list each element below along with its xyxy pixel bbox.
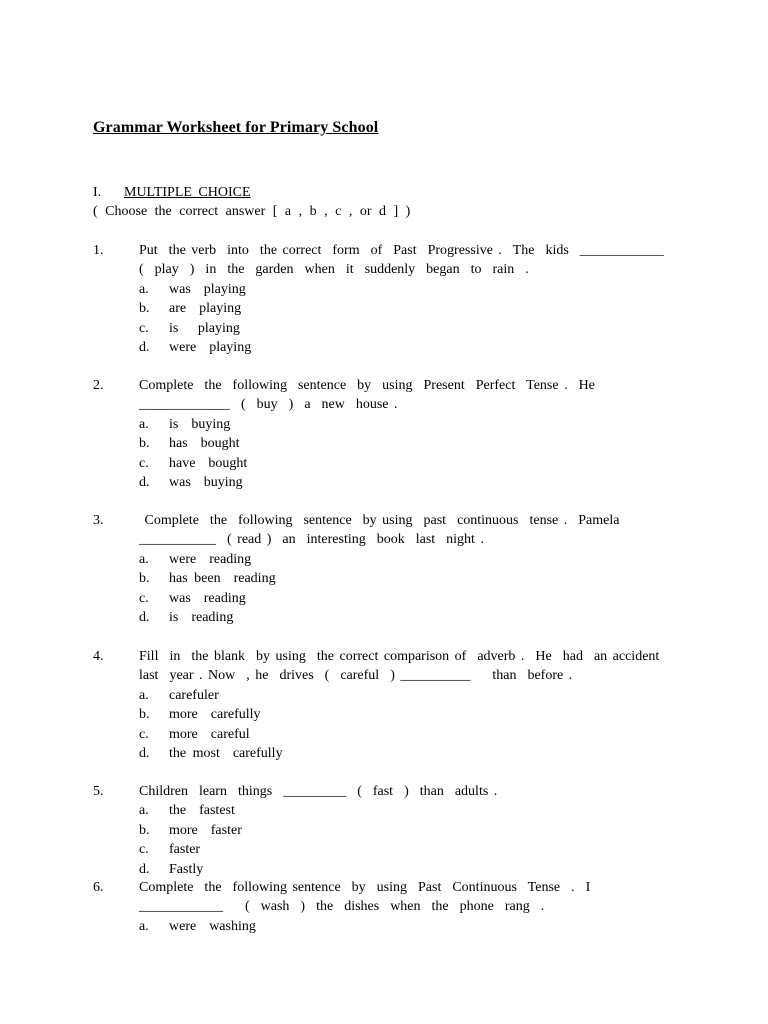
answer-option	[139, 282, 246, 298]
option-text: faster	[169, 842, 201, 858]
option-text: is playing	[169, 320, 240, 336]
answer-option	[139, 340, 251, 356]
answer-option	[139, 688, 219, 704]
option-text: more faster	[169, 822, 242, 838]
option-text: the most carefully	[169, 746, 283, 761]
option-letter: c.	[139, 455, 149, 471]
option-text: have bought	[169, 455, 248, 471]
question-text-line: Complete the following sentence by using Past Continuous Tense . I	[139, 880, 591, 895]
answer-option	[139, 321, 240, 337]
question-number: 6.	[93, 880, 104, 895]
question-number: 1.	[93, 243, 104, 258]
option-letter: c.	[139, 320, 149, 336]
option-letter: a.	[139, 551, 149, 567]
option-letter: b.	[139, 822, 150, 838]
worksheet-title: Grammar Worksheet for Primary School	[93, 119, 379, 136]
question-text-line: Complete the following sentence by using past continuous tense . Pamela	[139, 513, 620, 528]
question-text-line: Complete the following sentence by using Present Perfect Tense . He	[139, 378, 595, 393]
option-letter: c.	[139, 842, 149, 858]
question-text-line: ____________ ( wash ) the dishes when the phone rang .	[139, 899, 545, 915]
option-text: was playing	[169, 281, 246, 297]
question-number: 5.	[93, 784, 104, 799]
option-text: more careful	[169, 726, 250, 742]
option-letter: a.	[139, 416, 149, 432]
option-letter: c.	[139, 726, 149, 742]
answer-option	[139, 436, 240, 452]
answer-option	[139, 919, 256, 935]
answer-option	[139, 552, 251, 568]
section-title: MULTIPLE CHOICE	[124, 185, 251, 200]
option-letter: b.	[139, 707, 150, 723]
answer-option	[139, 803, 235, 819]
question-number: 2.	[93, 378, 104, 393]
option-text: was reading	[169, 590, 246, 606]
option-text: has been reading	[169, 571, 276, 587]
option-letter: a.	[139, 281, 149, 297]
question-text-line: ( play ) in the garden when it suddenly began to rain .	[139, 262, 529, 278]
answer-option	[139, 417, 230, 433]
option-text: is reading	[169, 610, 234, 625]
option-letter: a.	[139, 803, 149, 819]
answer-option	[139, 610, 233, 626]
option-text: more carefully	[169, 707, 261, 723]
option-text: carefuler	[169, 687, 219, 703]
answer-option	[139, 746, 283, 762]
section-number: I.	[93, 185, 102, 200]
answer-option	[139, 475, 243, 491]
option-text: the fastest	[169, 803, 235, 819]
question-text-line: last year . Now , he drives ( careful ) __________ than before .	[139, 668, 573, 684]
answer-option	[139, 571, 276, 587]
answer-option	[139, 842, 200, 858]
option-text: were playing	[169, 340, 252, 355]
question-text-line: _____________ ( buy ) a new house .	[139, 397, 398, 413]
option-text: were washing	[169, 918, 256, 934]
question-number: 4.	[93, 649, 104, 664]
question-text-line: Put the verb into the correct form of Past Progressive . The kids ____________	[139, 243, 664, 258]
answer-option	[139, 301, 241, 317]
option-letter: b.	[139, 571, 150, 587]
answer-option	[139, 456, 247, 472]
option-letter: d.	[139, 475, 150, 490]
option-letter: b.	[139, 301, 150, 317]
option-text: were reading	[169, 551, 252, 567]
question-text-line: Children learn things _________ ( fast ) than adults .	[139, 784, 498, 799]
answer-option	[139, 862, 203, 878]
question-text-line: Fill in the blank by using the correct comparison of adverb . He had an accident	[139, 649, 660, 664]
answer-option	[139, 591, 246, 607]
option-letter: d.	[139, 861, 150, 877]
option-letter: c.	[139, 590, 149, 606]
option-text: has bought	[169, 436, 240, 452]
option-text: are playing	[169, 301, 242, 317]
option-letter: d.	[139, 746, 150, 761]
section-instruction: ( Choose the correct answer [ a , b , c , or d ] )	[93, 204, 411, 219]
answer-option	[139, 823, 242, 839]
option-letter: b.	[139, 436, 150, 452]
answer-option	[139, 707, 261, 723]
option-letter: d.	[139, 340, 150, 355]
question-text-line: ___________ ( read ) an interesting book last night .	[139, 532, 484, 548]
answer-option	[139, 727, 250, 743]
option-text: is buying	[169, 416, 231, 432]
option-letter: a.	[139, 918, 149, 934]
option-text: was buying	[169, 475, 243, 490]
option-letter: a.	[139, 687, 149, 703]
question-number: 3.	[93, 513, 104, 528]
option-letter: d.	[139, 610, 150, 625]
option-text: Fastly	[169, 861, 204, 877]
